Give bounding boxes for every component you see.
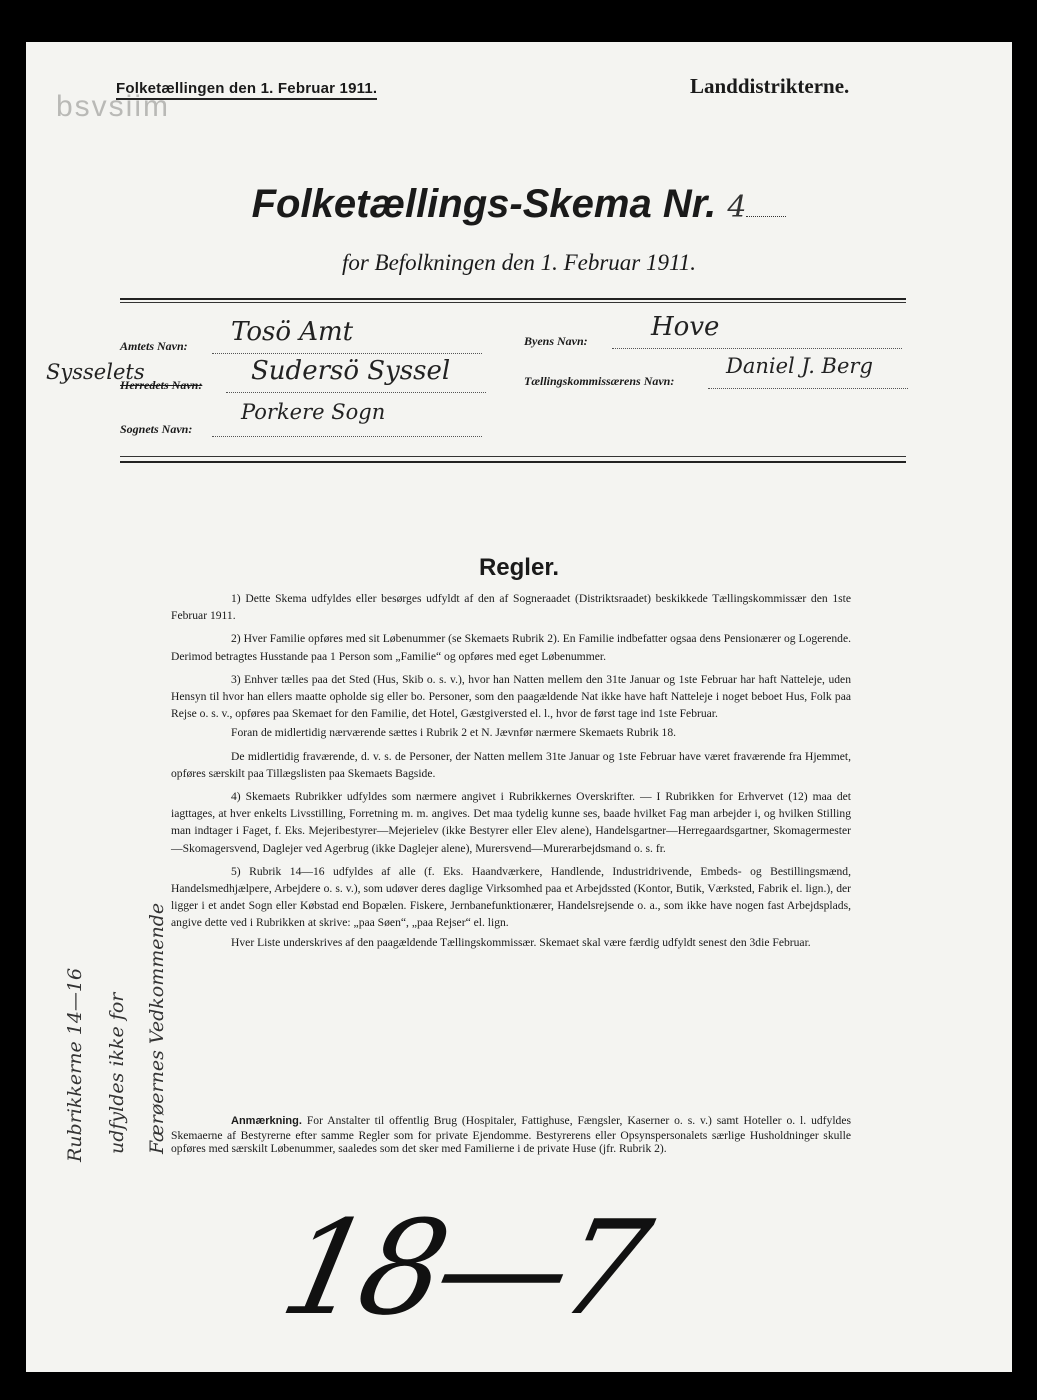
rule-paragraph: 1) Dette Skema udfyldes eller besørges udfyldt af den af Sogneraadet (Distriktsraadet) beskikkede Tællingskommissær den 1ste Februar 1911.	[171, 592, 851, 623]
sogn-value: Porkere Sogn	[241, 400, 386, 424]
rule-paragraph: Hver Liste underskrives af den paagældende Tællingskommissær. Skemaet skal være færdig udfyldt senest den 3die Februar.	[231, 935, 811, 949]
kommissaer-label: Tællingskommissærens Navn:	[524, 374, 675, 388]
district-type-header: Landdistrikterne.	[690, 74, 850, 98]
herred-label: Herredets Navn:	[120, 378, 203, 392]
form-number-line	[746, 216, 786, 217]
herred-prefix: Sysselets	[46, 360, 145, 384]
rules-title: Regler.	[478, 554, 560, 581]
kommissaer-value: Daniel J. Berg	[726, 354, 873, 378]
note-block	[171, 1114, 851, 1156]
census-form-page	[26, 42, 1012, 1372]
amt-value: Tosö Amt	[231, 317, 354, 347]
top-divider-thin	[120, 302, 906, 303]
margin-note-2: udfyldes ikke for	[106, 992, 128, 1154]
census-date-header: Folketællingen den 1. Februar 1911.	[116, 80, 377, 100]
sogn-line	[212, 422, 482, 437]
form-number: 4	[727, 190, 747, 225]
form-title-text: Folketællings-Skema Nr.	[251, 182, 717, 226]
herred-value: Sudersö Syssel	[251, 356, 451, 386]
form-subtitle: for Befolkningen den 1. Februar 1911.	[341, 250, 697, 275]
bottom-divider	[120, 461, 906, 463]
form-title	[26, 182, 1012, 227]
note-text: For Anstalter til offentlig Brug (Hospitaler, Fattighuse, Fængsler, Kaserner o. s. v.) samt Hoteller o. l. udfyldes Skemaerne af Bestyrerne efter samme Regler som for private Ejendomme. Bestyrerens eller Opsynspersonalets særlige Husholdninger skulle opføres med særskilt Løbenummer, saaledes som det sker med Familierne i de private Huse (jfr. Rubrik 2).	[171, 1114, 852, 1155]
rule-paragraph: 3) Enhver tælles paa det Sted (Hus, Skib o. s. v.), hvor han Natten mellem den 31te Januar og 1ste Februar har haft Natteleje, uden Hensyn til hvor han ellers maatte opholde sig eller bo. Personer, som den paagældende Nat ikke have haft Natteleje i noget beboet Hus, Folk paa Rejse o. s. v., opføres paa Skemaet for den Familie, det Hotel, Gæstgiversted el. l., hvor de først tage ind 1ste Februar.	[171, 672, 851, 721]
byen-label: Byens Navn:	[524, 334, 588, 348]
handwritten-number: 18—7	[269, 1192, 657, 1344]
rule-paragraph: 2) Hver Familie opføres med sit Løbenummer (se Skemaets Rubrik 2). En Familie indbefatter ogsaa dens Pensionærer og Logerende. Derimod betragtes Husstande paa 1 Person som „Familie“ og opføres med eget Løbenummer.	[171, 632, 851, 663]
margin-note-1: Rubrikkerne 14—16	[64, 967, 86, 1162]
rule-paragraph: 4) Skemaets Rubrikker udfyldes som nærmere angivet i Rubrikkernes Overskrifter. — I Rubrikken for Erhvervet (12) maa det iagttages, at hver enkelts Livsstilling, Forretning m. m. angives. Det maa tydelig kunne ses, baade hvilket Fag man arbejder i, og hvilken Stilling man indtager i Faget, f. Eks. Mejeribestyrer—Mejerielev (ikke Bestyrer eller Elev alene), Handelsgartner—Herregaardsgartner, Skomagermester—Skomagersvend, Daglejer ved Agerbrug (ikke Daglejer alene), Murersvend—Murerarbejdsmand o. s. fr.	[171, 790, 851, 855]
faded-stamp: bsvsiim	[56, 90, 171, 123]
bottom-divider-thin	[120, 456, 906, 457]
amt-label: Amtets Navn:	[120, 339, 188, 353]
rule-paragraph: Foran de midlertidig nærværende sættes i Rubrik 2 et N. Jævnfør nærmere Skemaets Rubrik 18.	[231, 726, 677, 740]
rule-paragraph: De midlertidig fraværende, d. v. s. de Personer, der Natten mellem 31te Januar og 1ste Februar have været fraværende fra Hjemmet, opføres særskilt paa Tillægslisten paa Skemaets Bagside.	[171, 749, 851, 780]
rule-paragraph: 5) Rubrik 14—16 udfyldes af alle (f. Eks. Haandværkere, Handlende, Industridrivende, Embeds- og Bestillingsmænd, Handelsmedhjælpere, Arbejdere o. s. v.), som udøver deres daglige Virksomhed paa et Arbejdssted (Kontor, Butik, Værksted, Fabrik el. lign.), der ligger i et andet Sogn eller Købstad end Bopælen. Fiskere, Jernbanefunktionærer, Handelsrejsende o. a., som ikke have nogen fast Arbejdsplads, angive dette ved i Rubrikken at skrive: „paa Søen“, „paa Rejser“ el. lign.	[171, 864, 851, 930]
margin-note-3: Færøernes Vedkommende	[146, 902, 168, 1154]
sogn-label: Sognets Navn:	[120, 422, 193, 436]
byen-value: Hove	[651, 312, 720, 342]
note-label: Anmærkning.	[231, 1115, 302, 1127]
top-divider	[120, 298, 906, 300]
rules-list	[171, 590, 851, 957]
